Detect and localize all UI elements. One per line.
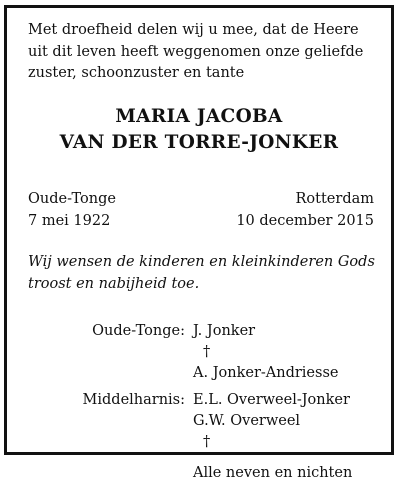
death-date: 10 december 2015 (236, 212, 374, 229)
family-group-place: Middelharnis: (82, 392, 185, 408)
dates-row (28, 211, 374, 233)
family-group-oude-tonge (7, 321, 391, 384)
intro-line: uit dit leven heeft weggenomen onze geliefde (28, 43, 364, 60)
cross-icon: † (203, 434, 211, 450)
deceased-name-line2: VAN DER TORRE-JONKER (59, 132, 339, 153)
intro-line: zuster, schoonzuster en tante (28, 65, 245, 81)
family-member: E.L. Overweel-Jonker (193, 392, 350, 408)
wish-line: Wij wensen de kinderen en kleinkinderen Gods (28, 254, 375, 270)
deceased-name (7, 104, 391, 156)
family-member: A. Jonker-Andriesse (193, 365, 339, 381)
birth-date: 7 mei 1922 (28, 212, 111, 229)
family-group-middelharnis (7, 390, 391, 453)
family-member (193, 411, 391, 453)
death-notice-card (4, 5, 394, 481)
cross-icon: † (203, 344, 211, 360)
family-member-name: G.W. Overweel (193, 413, 301, 429)
birth-place: Oude-Tonge (28, 191, 116, 207)
deceased-name-line1: MARIA JACOBA (115, 106, 283, 127)
family-group-members (193, 390, 391, 453)
family-member-name: J. Jonker (193, 323, 256, 339)
wish-line: troost en nabijheid toe. (28, 276, 200, 292)
family-member (193, 321, 391, 363)
family-list (7, 321, 391, 484)
closing-line: Alle neven en nichten (193, 465, 353, 481)
family-group-place: Oude-Tonge: (92, 323, 185, 339)
family-group-members (193, 321, 391, 384)
intro-text (28, 20, 380, 85)
places-row (28, 189, 374, 211)
intro-line: Met droefheid delen wij u mee, dat de Heere (28, 22, 359, 38)
birth-death-info (28, 189, 374, 232)
wish-text (28, 251, 388, 295)
death-place: Rotterdam (295, 191, 374, 207)
